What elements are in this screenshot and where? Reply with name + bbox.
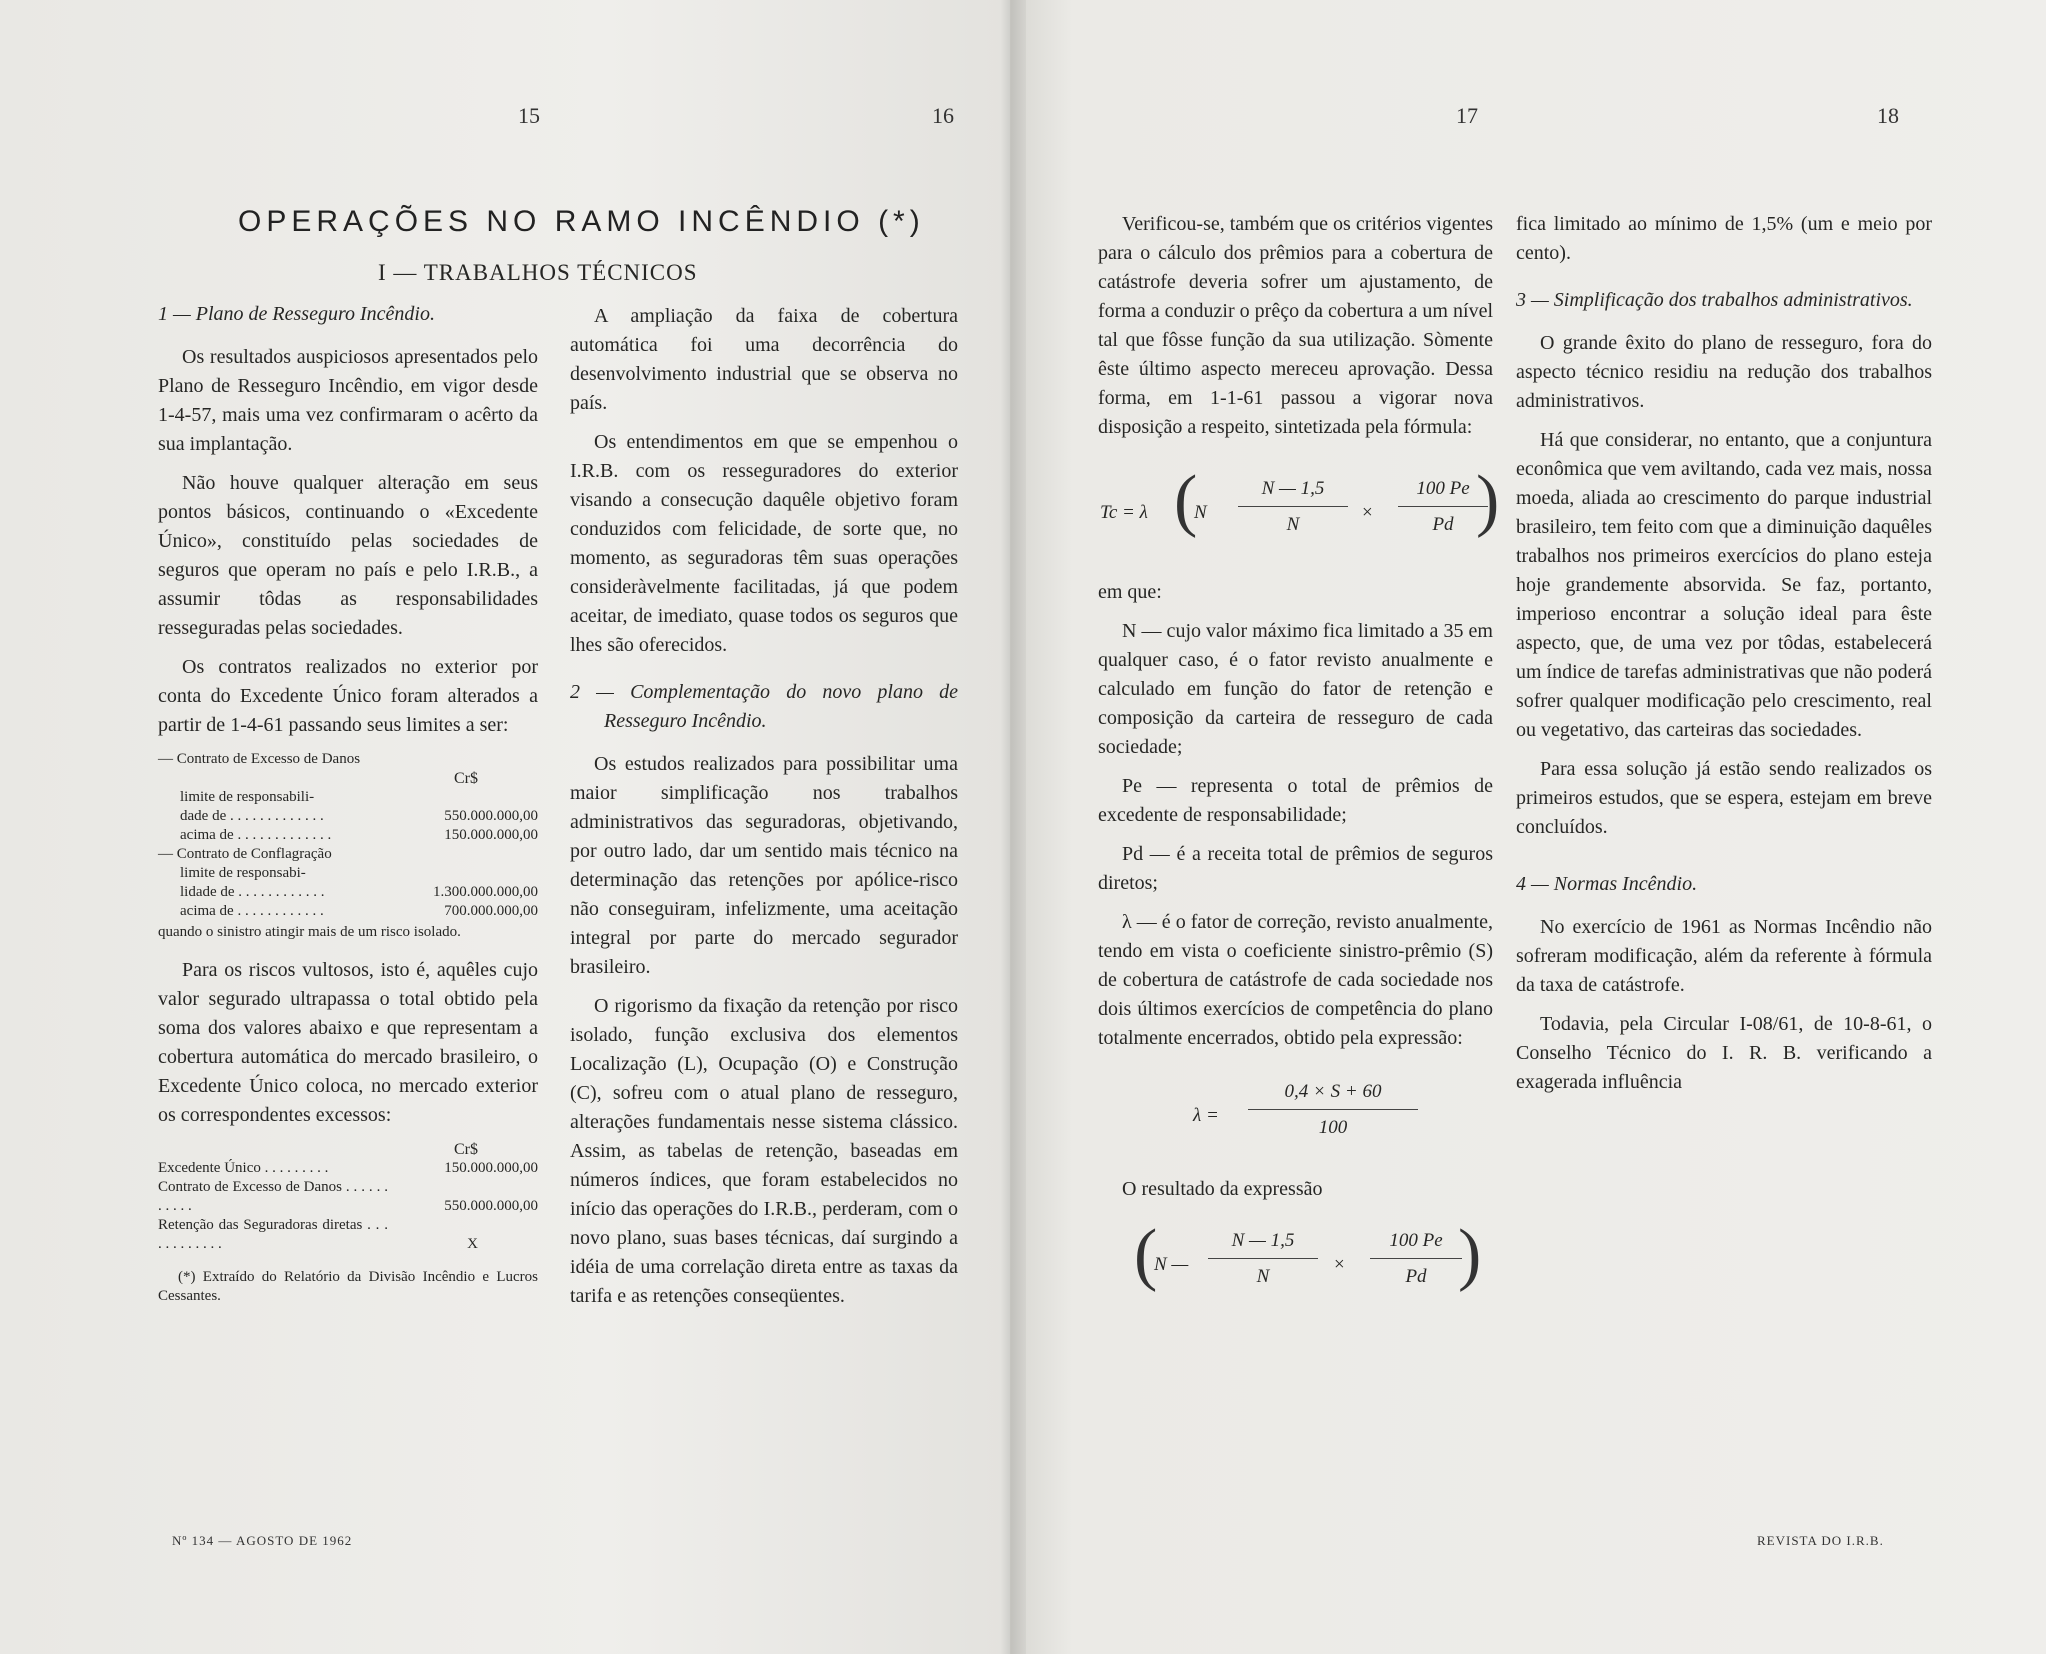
times-sign: × — [1362, 502, 1373, 523]
excess-label: Excedente Único . . . . . . . . . — [158, 1160, 329, 1176]
open-paren: ( — [1174, 462, 1198, 539]
heading-plano: 1 — Plano de Resseguro Incêndio. — [158, 303, 435, 325]
excess-currency: Cr$ — [454, 1141, 478, 1158]
definition-n: N — cujo valor máximo fica limitado a 35 em qualquer caso, é o fator revisto anualmente e calculado em função do fator de retenção e composição da carteira de resseguro de cada sociedade; — [1098, 620, 1493, 758]
paragraph: Verificou-se, também que os critérios vigentes para o cálculo dos prêmios para a cobertura de catástrofe deveria sofrer um ajustamento, de forma a conduzir o prêço da cobertura a um nível tal que fôsse função da sua utilização. Sòmente êste último aspecto mereceu aprovação. Dessa forma, em 1-1-61 passou a vigorar nova disposição a respeito, sintetizada pela fórmula: — [1098, 213, 1493, 438]
paragraph: O grande êxito do plano de resseguro, fora do aspecto técnico residiu na redução dos trabalhos administrativos. — [1516, 332, 1932, 412]
fraction-numerator: N — 1,5 — [1238, 474, 1348, 507]
limits-label: limite de responsabi- — [180, 865, 306, 881]
heading-complementacao: 2 — Complementação do novo plano de Resseguro Incêndio. — [570, 681, 958, 732]
formula-lambda — [1098, 1071, 1493, 1157]
section-title: I — TRABALHOS TÉCNICOS — [378, 260, 698, 285]
paragraph: Os contratos realizados no exterior por conta do Excedente Único foram alterados a partir de 1-4-61 passando seus limites a ser: — [158, 656, 538, 736]
paragraph: Para os riscos vultosos, isto é, aquêles cujo valor segurado ultrapassa o total obtido pela soma dos valores abaixo e que representam a cobertura automática do mercado brasileiro, o Excedente Único coloca, no mercado exterior os correspondentes excessos: — [158, 959, 538, 1126]
paragraph: Não houve qualquer alteração em seus pontos básicos, continuando o «Excedente Único», constituído pelas sociedades de seguros que operam no país e pelo I.R.B., a assumir tôdas as responsabilidades resseguradas pelas sociedades. — [158, 472, 538, 639]
excess-value: X — [467, 1236, 478, 1252]
paragraph: em que: — [1098, 581, 1162, 603]
footer-journal: REVISTA DO I.R.B. — [1757, 1533, 1884, 1548]
paragraph: No exercício de 1961 as Normas Incêndio não sofreram modificação, além da referente à fórmula da taxa de catástrofe. — [1516, 916, 1932, 996]
definition-lambda: λ — é o fator de correção, revisto anualmente, tendo em vista o coeficiente sinistro-prêmio (S) de cobertura de catástrofe de cada sociedade nos dois últimos exercícios de competência do plano totalmente encerrados, obtido pela expressão: — [1098, 911, 1493, 1049]
paragraph: O rigorismo da fixação da retenção por risco isolado, função exclusiva dos elementos Localização (L), Ocupação (O) e Construção (C), sofreu com o atual plano de resseguro, alterações fundamentais nesse sistema clássico. Assim, as tabelas de retenção, baseadas em números índices, que foram estabelecidos no início das operações do I.R.B., perderam, com o novo plano, suas bases técnicas, daí surgindo a idéia de uma correlação direta entre as taxas da tarifa e as retenções conseqüentes. — [570, 995, 958, 1307]
paragraph: Para essa solução já estão sendo realizados os primeiros estudos, que se espera, estejam em breve concluídos. — [1516, 758, 1932, 838]
excess-table — [158, 1140, 538, 1254]
book-gutter — [1000, 0, 1026, 1654]
formula-n: N — [1194, 502, 1207, 523]
heading-simplificacao: 3 — Simplificação dos trabalhos administrativos. — [1516, 289, 1913, 311]
close-paren: ) — [1458, 1216, 1482, 1293]
excess-label: Contrato de Excesso de Danos . . . . . . . . . . . — [158, 1179, 388, 1214]
fraction-numerator: 100 Pe — [1370, 1226, 1462, 1259]
close-paren: ) — [1476, 462, 1500, 539]
fraction-numerator: N — 1,5 — [1208, 1226, 1318, 1259]
column-2 — [570, 302, 958, 1321]
paragraph: O resultado da expressão — [1122, 1178, 1323, 1200]
fraction-denominator: 100 — [1318, 1117, 1348, 1138]
paragraph: Todavia, pela Circular I-08/61, de 10-8-61, o Conselho Técnico do I. R. B. verificando a exagerada influência — [1516, 1013, 1932, 1093]
page-number-18: 18 — [1877, 103, 1899, 128]
footnote: (*) Extraído do Relatório da Divisão Incêndio e Lucros Cessantes. — [158, 1269, 538, 1304]
definition-pd: Pd — é a receita total de prêmios de seguros diretos; — [1098, 843, 1493, 894]
limits-label: acima de . . . . . . . . . . . . — [180, 903, 324, 919]
times-sign: × — [1334, 1254, 1345, 1275]
page-number-15: 15 — [518, 103, 540, 128]
formula-n: N — — [1154, 1254, 1189, 1275]
open-paren: ( — [1134, 1216, 1158, 1293]
limits-note: quando o sinistro atingir mais de um risco isolado. — [158, 924, 461, 940]
fraction-lambda — [1248, 1077, 1418, 1142]
formula-tc — [1098, 460, 1500, 560]
limits-label: — Contrato de Conflagração — [158, 846, 332, 862]
fraction-denominator: N — [1256, 1266, 1270, 1287]
limits-label: — Contrato de Excesso de Danos — [158, 751, 361, 767]
excess-value: 550.000.000,00 — [444, 1198, 538, 1214]
column-3 — [1098, 210, 1500, 1322]
definition-pe: Pe — representa o total de prêmios de excedente de responsabilidade; — [1098, 775, 1493, 826]
heading-normas: 4 — Normas Incêndio. — [1516, 873, 1698, 895]
fraction-1 — [1238, 474, 1348, 539]
paragraph: Há que considerar, no entanto, que a conjuntura econômica que vem aviltando, cada vez mais, nossa moeda, aliada ao crescimento do parque industrial brasileiro, tem feito com que a diminuição daquêles trabalhos nos primeiros exercícios do plano esteja hoje grandemente absorvida. Se faz, portanto, imperioso encontrar a solução ideal para êste aspecto, que, de uma vez por tôdas, estabelecerá um índice de tarefas administrativas que não poderá sofrer qualquer modificação pelo crescimento, real ou vegetativo, das carteiras das sociedades. — [1516, 429, 1932, 741]
limits-label: acima de . . . . . . . . . . . . . — [180, 827, 332, 843]
fraction-numerator: 0,4 × S + 60 — [1248, 1077, 1418, 1110]
limits-value: 1.300.000.000,00 — [433, 884, 538, 900]
article-title: OPERAÇÕES NO RAMO INCÊNDIO (*) — [238, 205, 925, 238]
excess-value: 150.000.000,00 — [444, 1160, 538, 1176]
page-number-16: 16 — [932, 103, 954, 128]
footer-issue: Nº 134 — AGOSTO DE 1962 — [172, 1533, 353, 1548]
limits-value: 700.000.000,00 — [444, 903, 538, 919]
fraction-1 — [1208, 1226, 1318, 1291]
formula-lhs: λ = — [1193, 1105, 1219, 1126]
paragraph: Os entendimentos em que se empenhou o I.R.B. com os resseguradores do exterior visando a consecução daquêle objetivo foram conduzidos com felicidade, de sorte que, no momento, as seguradoras têm suas operações consideràvelmente facilitadas, já que podem aceitar, de imediato, quase todos os seguros que lhes são oferecidos. — [570, 431, 958, 656]
limits-value: 150.000.000,00 — [444, 827, 538, 843]
limits-label: lidade de . . . . . . . . . . . . — [180, 884, 325, 900]
column-4 — [1516, 210, 1932, 1107]
limits-table — [158, 750, 538, 942]
column-1 — [158, 300, 538, 1306]
limits-currency: Cr$ — [454, 770, 478, 787]
paragraph: A ampliação da faixa de cobertura automática foi uma decorrência do desenvolvimento industrial que se observa no país. — [570, 305, 958, 414]
excess-label: Retenção das Seguradoras diretas . . . . . . . . . . . . — [158, 1217, 388, 1252]
limits-label: limite de responsabili- — [180, 789, 315, 805]
formula-lhs: Tc = λ — [1100, 502, 1148, 523]
paragraph: fica limitado ao mínimo de 1,5% (um e meio por cento). — [1516, 213, 1932, 264]
fraction-denominator: N — [1286, 514, 1300, 535]
fraction-numerator: 100 Pe — [1398, 474, 1488, 507]
page-number-17: 17 — [1456, 103, 1478, 128]
paragraph: Os estudos realizados para possibilitar uma maior simplificação nos trabalhos administrativos das seguradoras, objetivando, por outro lado, dar um sentido mais técnico na determinação das retenções por apólice-risco não conseguiram, infelizmente, uma aceitação integral por parte do mercado segurador brasileiro. — [570, 753, 958, 978]
formula-result — [1098, 1214, 1493, 1304]
limits-value: 550.000.000,00 — [444, 808, 538, 824]
fraction-denominator: Pd — [1405, 1266, 1427, 1287]
limits-label: dade de . . . . . . . . . . . . . — [180, 808, 324, 824]
fraction-denominator: Pd — [1432, 514, 1454, 535]
fraction-2 — [1370, 1226, 1462, 1291]
paragraph: Os resultados auspiciosos apresentados pelo Plano de Resseguro Incêndio, em vigor desde 1-4-57, mais uma vez confirmaram o acêrto da sua implantação. — [158, 346, 538, 455]
fraction-2 — [1398, 474, 1488, 539]
